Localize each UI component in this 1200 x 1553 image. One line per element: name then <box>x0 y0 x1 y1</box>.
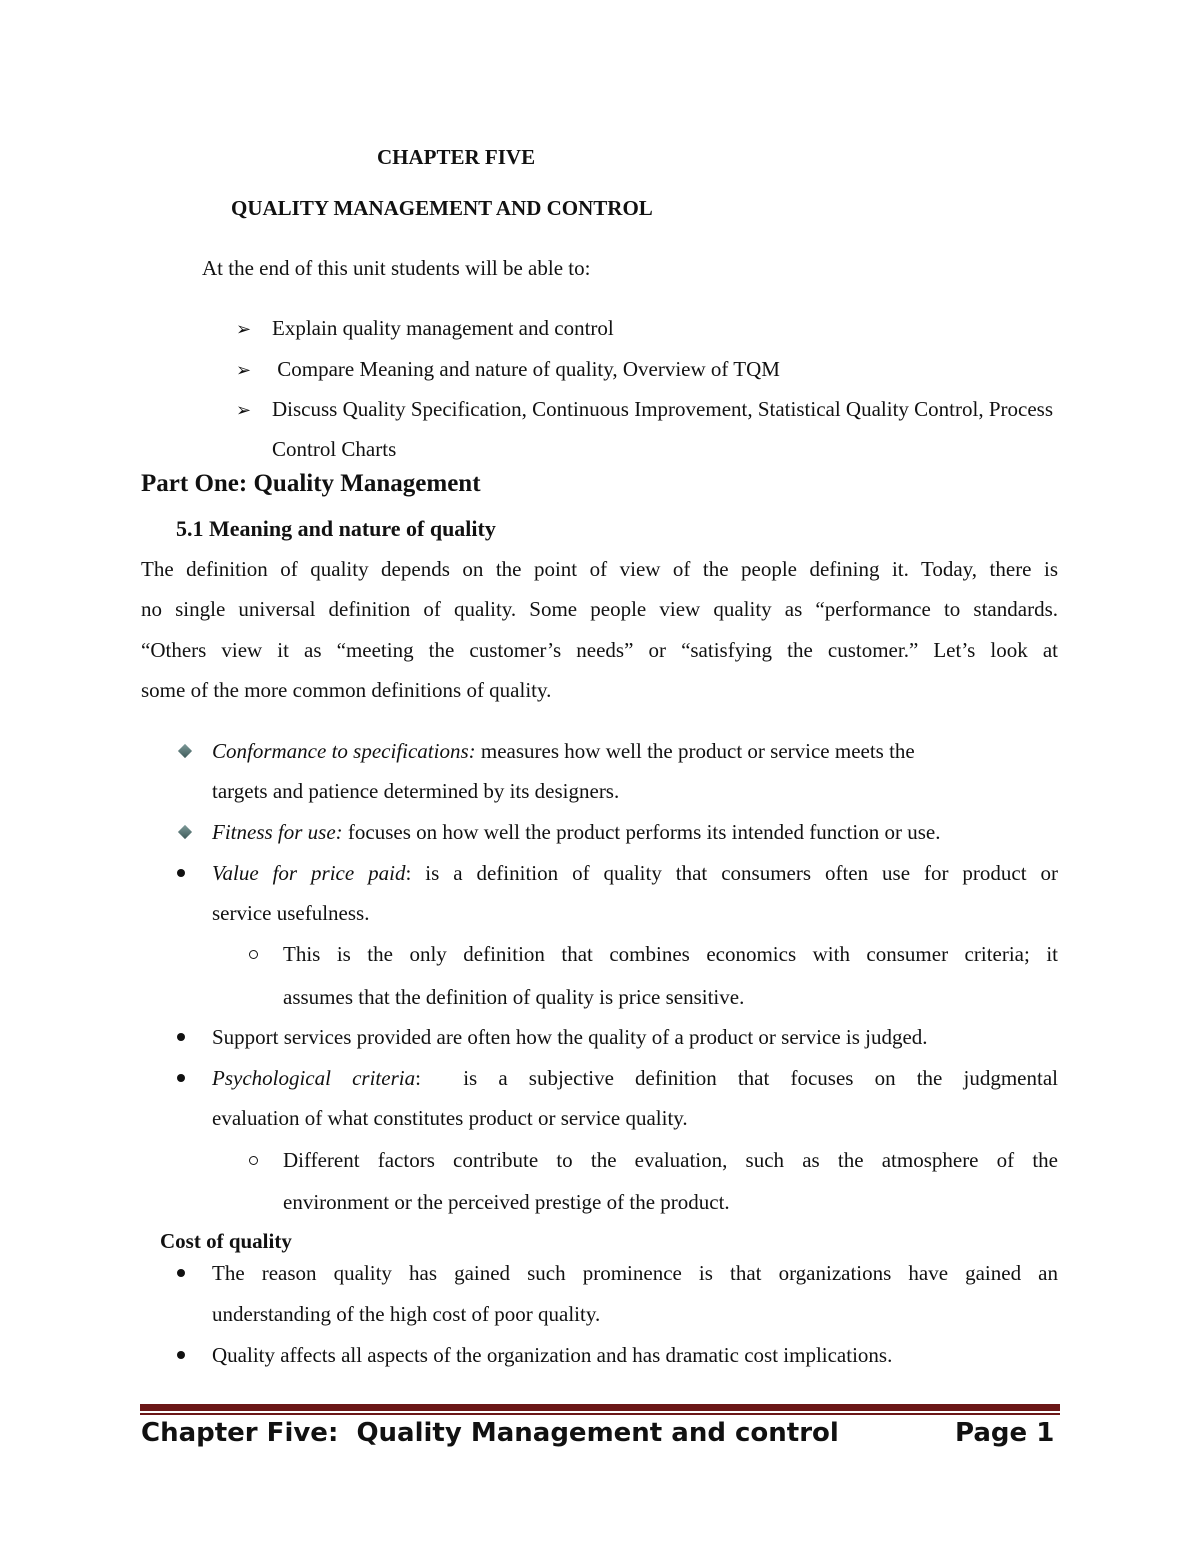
definition-conformance <box>212 739 915 764</box>
definition-fitness <box>212 820 940 845</box>
objective-item: Compare Meaning and nature of quality, Overview of TQM <box>272 357 780 381</box>
cost-item-text: Quality affects all aspects of the organization and has dramatic cost implications. <box>212 1343 893 1367</box>
paragraph-line: some of the more common definitions of quality. <box>141 678 552 702</box>
bullet-dot-icon <box>177 1269 185 1277</box>
cost-of-quality-heading: Cost of quality <box>160 1229 292 1253</box>
part-heading: Part One: Quality Management <box>141 470 481 497</box>
bullet-dot-icon <box>177 1351 185 1359</box>
objective-item: Discuss Quality Specification, Continuous Improvement, Statistical Quality Control, Process <box>272 397 1053 421</box>
definition-term: Conformance to specifications: <box>212 739 476 763</box>
sub-item-text: This is the only definition that combines economics with consumer criteria; it <box>283 942 1058 966</box>
bullet-dot-icon <box>177 869 185 877</box>
circle-bullet-icon <box>249 1156 258 1165</box>
objective-item-continued: Control Charts <box>272 437 397 461</box>
arrow-bullet-icon: ➢ <box>236 400 252 421</box>
chapter-label: CHAPTER FIVE <box>377 145 536 169</box>
footer-page-number: Page 1 <box>955 1418 1055 1448</box>
footer-rule-thin <box>140 1413 1060 1415</box>
arrow-bullet-icon: ➢ <box>236 319 252 340</box>
support-services-text: Support services provided are often how the quality of a product or service is judged. <box>212 1025 928 1049</box>
definition-text-continued: evaluation of what constitutes product or service quality. <box>212 1106 688 1130</box>
diamond-bullet-icon <box>178 825 192 839</box>
sub-item-text-continued: assumes that the definition of quality is price sensitive. <box>283 985 745 1009</box>
section-heading: 5.1 Meaning and nature of quality <box>176 516 496 541</box>
definition-text: : is a subjective definition that focuses on the judgmental <box>415 1066 1058 1090</box>
arrow-bullet-icon: ➢ <box>236 360 252 381</box>
sub-item-text-continued: environment or the perceived prestige of the product. <box>283 1190 730 1214</box>
intro-text: At the end of this unit students will be able to: <box>202 256 591 280</box>
chapter-title: QUALITY MANAGEMENT AND CONTROL <box>231 196 653 220</box>
definition-term: Psychological criteria <box>212 1066 416 1090</box>
bullet-dot-icon <box>177 1033 185 1041</box>
objective-item: Explain quality management and control <box>272 316 614 340</box>
definition-text-continued: service usefulness. <box>212 901 370 925</box>
diamond-bullet-icon <box>178 744 192 758</box>
definition-psychological <box>212 1066 1058 1091</box>
cost-item-text-continued: understanding of the high cost of poor quality. <box>212 1302 601 1326</box>
footer-rule <box>140 1404 1060 1411</box>
definition-text-continued: targets and patience determined by its designers. <box>212 779 620 803</box>
definition-text: measures how well the product or service meets the <box>475 739 915 763</box>
paragraph-line: “Others view it as “meeting the customer’s needs” or “satisfying the customer.” Let’s look at <box>141 638 1058 662</box>
cost-item-text: The reason quality has gained such prominence is that organizations have gained an <box>212 1261 1058 1285</box>
footer-chapter-title: Chapter Five: Quality Management and control <box>141 1418 839 1448</box>
definition-term: Fitness for use: <box>212 820 343 844</box>
bullet-dot-icon <box>177 1074 185 1082</box>
definition-text: : is a definition of quality that consumers often use for product or <box>405 861 1058 885</box>
definition-text: focuses on how well the product performs its intended function or use. <box>342 820 941 844</box>
definition-term: Value for price paid <box>212 861 406 885</box>
definition-value <box>212 861 1058 886</box>
paragraph-line: The definition of quality depends on the point of view of the people defining it. Today, there is <box>141 557 1058 581</box>
sub-item-text: Different factors contribute to the evaluation, such as the atmosphere of the <box>283 1148 1058 1172</box>
paragraph-line: no single universal definition of quality. Some people view quality as “performance to standards. <box>141 597 1058 621</box>
circle-bullet-icon <box>249 950 258 959</box>
